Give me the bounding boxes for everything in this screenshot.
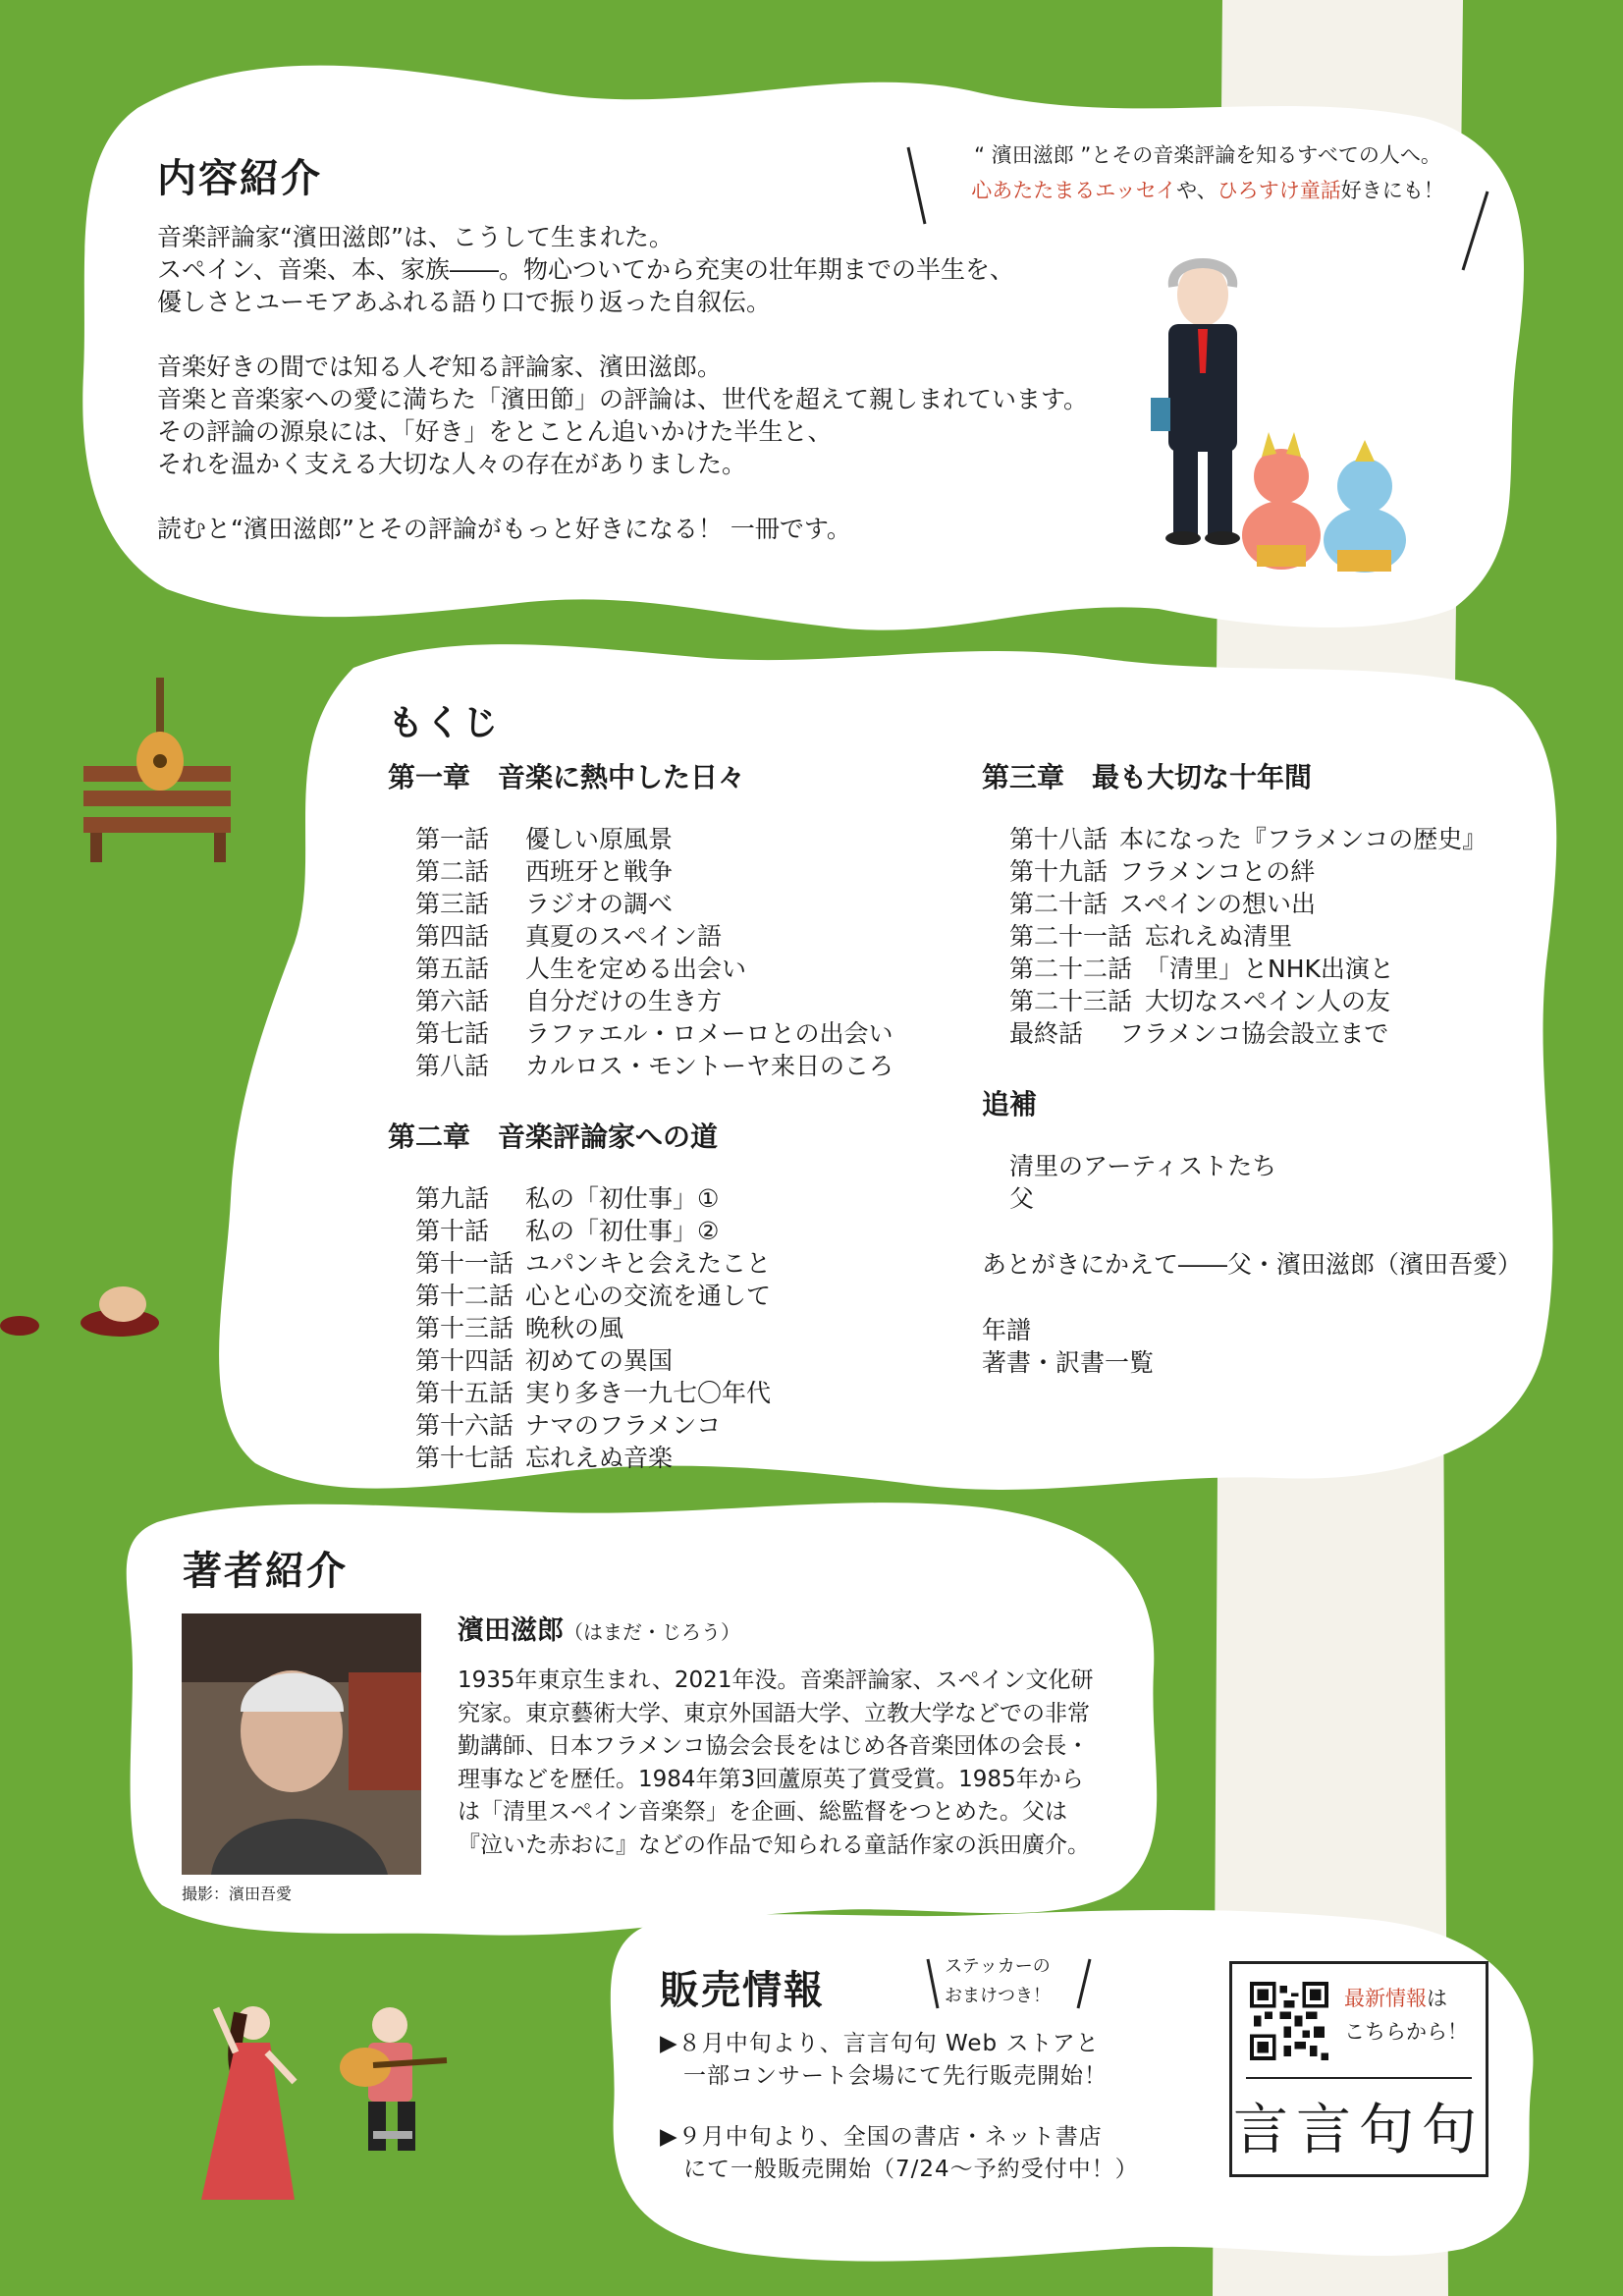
episode-title: 西班牙と戦争: [525, 857, 674, 886]
episode-number: 第十八話: [1009, 825, 1109, 853]
episode-title: 人生を定める出会い: [525, 955, 747, 983]
episode-number: 第五話: [415, 955, 490, 983]
toc-episode: [415, 1215, 893, 1247]
episode-number: 第二十二話: [1009, 955, 1133, 983]
episode-number: 第二十三話: [1009, 987, 1133, 1015]
author-name-line: [458, 1609, 1096, 1647]
episode-number: 第二十話: [1009, 890, 1109, 918]
tagline-line2: [933, 173, 1483, 208]
toc-episode: [415, 823, 893, 855]
toc-episode: [415, 1442, 893, 1474]
sales-line: ▶８月中旬より、言言句句 Web ストアと: [660, 2031, 1100, 2056]
sticker-note: [945, 1952, 1051, 2011]
episode-title: 大切なスペイン人の友: [1145, 987, 1391, 1015]
episode-title: スペインの想い出: [1119, 890, 1317, 918]
intro-line: 音楽評論家“濱田滋郎”は、こうして生まれた。: [157, 223, 674, 251]
sales-section: [660, 1959, 825, 2015]
author-section: [183, 1540, 348, 1596]
toc-episode: [415, 888, 893, 920]
episode-number: 第十七話: [415, 1444, 514, 1472]
intro-line: 読むと“濱田滋郎”とその評論がもっと好きになる！ 一冊です。: [157, 515, 851, 543]
toc-episode: [1009, 855, 1522, 888]
episode-title: 実り多き一九七〇年代: [525, 1379, 772, 1407]
episode-number: 第十一話: [415, 1249, 514, 1278]
intro-line: 優しさとユーモアあふれる語り口で振り返った自叙伝。: [157, 288, 772, 316]
tagline-line1: “ 濱田滋郎 ”とその音楽評論を知るすべての人へ。: [974, 143, 1441, 167]
episode-title: 私の「初仕事」②: [525, 1217, 720, 1245]
toc-title-wrap: [388, 695, 500, 745]
episode-number: 第七話: [415, 1019, 490, 1048]
episode-title: 忘れえぬ清里: [1145, 922, 1293, 951]
author-bio: 1935年東京生まれ、2021年没。音楽評論家、スペイン文化研究家。東京藝術大学、東京外国語大学、立教大学などでの非常勤講師、日本フラメンコ協会会長をはじめ各音楽団体の会長・理事などを歴任。1984年第3回蘆原英了賞受賞。1985年からは「清里スペイン音楽祭」を企画、総監督をつとめた。父は『泣いた赤おに』などの作品で知られる童話作家の浜田廣介。: [458, 1667, 1094, 1858]
intro-section: [157, 147, 322, 203]
episode-number: 第九話: [415, 1184, 490, 1213]
episode-title: ラファエル・ロメーロとの出会い: [525, 1019, 893, 1048]
episode-title: 真夏のスペイン語: [525, 922, 723, 951]
episode-number: 第二十一話: [1009, 922, 1133, 951]
episode-title: カルロス・モントーヤ来日のころ: [525, 1052, 894, 1080]
episode-number: 第二話: [415, 857, 490, 886]
qr-note-latest: 最新情報: [1344, 1987, 1427, 2010]
episode-number: 第十六話: [415, 1411, 514, 1440]
tagline-essay: 心あたたまるエッセイ: [971, 179, 1177, 202]
episode-title: 初めての異国: [525, 1346, 674, 1375]
toc-right-column: [982, 756, 1522, 1379]
supplement-item: 父: [1009, 1184, 1035, 1213]
episode-title: 私の「初仕事」①: [525, 1184, 720, 1213]
episode-number: 第十五話: [415, 1379, 514, 1407]
bibliography: 著書・訳書一覧: [982, 1348, 1155, 1377]
tagline-hirosuke: ひろすけ童話: [1217, 179, 1341, 202]
toc-episode: [415, 1182, 893, 1215]
sticker-line: おまけつき！: [945, 1986, 1051, 2006]
tagline: [933, 137, 1483, 208]
qr-box[interactable]: [1229, 1961, 1488, 2177]
author-reading: （はまだ・じろう）: [564, 1620, 740, 1644]
chapter-1: [388, 756, 893, 1082]
toc-episode: [415, 1247, 893, 1280]
episode-title: ユパンキと会えたこと: [525, 1249, 772, 1278]
supplement-item: 清里のアーティストたち: [1009, 1152, 1277, 1180]
toc-title: もくじ: [388, 703, 501, 743]
episode-number: 第一話: [415, 825, 490, 853]
episode-number: 第六話: [415, 987, 490, 1015]
toc-episode: [1009, 920, 1522, 953]
toc-episode: [415, 1409, 893, 1442]
episode-title: 「清里」とNHK出演と: [1145, 955, 1394, 983]
toc-episode: [1009, 985, 1522, 1017]
author-photo: [182, 1613, 421, 1875]
episode-number: 第八話: [415, 1052, 490, 1080]
chapter-3: [982, 756, 1522, 1050]
episode-number: 第十話: [415, 1217, 490, 1245]
toc-episode: [1009, 823, 1522, 855]
episode-title: 晩秋の風: [525, 1314, 624, 1342]
episode-title: 自分だけの生き方: [525, 987, 723, 1015]
chapter-title: 第三章 最も大切な十年間: [982, 761, 1313, 793]
intro-line: スペイン、音楽、本、家族――。物心ついてから充実の壮年期までの半生を、: [157, 255, 1015, 284]
sticker-line: ステッカーの: [945, 1956, 1051, 1977]
sales-line: 一部コンサート会場にて先行販売開始！: [660, 2063, 1108, 2089]
qr-note: [1344, 1982, 1468, 2049]
qr-note-wa: は: [1427, 1987, 1447, 2010]
afterword: あとがきにかえて――父・濱田滋郎（濱田吾愛）: [982, 1250, 1523, 1279]
divider: [1246, 2077, 1472, 2079]
toc-episode: [1009, 953, 1522, 985]
brand-logo: 言言句句: [1233, 2099, 1485, 2162]
qr-note-here: こちらから！: [1344, 2020, 1468, 2044]
toc-left-column: [388, 756, 893, 1507]
episode-title: ナマのフラメンコ: [525, 1411, 722, 1440]
episode-number: 第四話: [415, 922, 490, 951]
intro-title: 内容紹介: [157, 156, 322, 201]
intro-line: 音楽好きの間では知る人ぞ知る評論家、濱田滋郎。: [157, 353, 723, 381]
sales-item-general: [660, 2121, 1139, 2186]
episode-number: 第十三話: [415, 1314, 514, 1342]
supplement: [982, 1083, 1522, 1215]
sales-title: 販売情報: [660, 1968, 825, 2013]
toc-episode: [415, 1312, 893, 1344]
episode-number: 第十九話: [1009, 857, 1109, 886]
author-title: 著者紹介: [183, 1549, 348, 1594]
intro-line: 音楽と音楽家への愛に満ちた「濱田節」の評論は、世代を超えて親しまれています。: [157, 385, 1089, 413]
episode-title: 優しい原風景: [525, 825, 674, 853]
toc-episode: [415, 1377, 893, 1409]
toc-episode: [1009, 1017, 1522, 1050]
qr-code-icon[interactable]: [1250, 1982, 1328, 2060]
toc-episode: [415, 920, 893, 953]
author-name: 濱田滋郎: [458, 1615, 564, 1646]
toc-episode: [415, 1280, 893, 1312]
supplement-title: 追補: [982, 1088, 1038, 1121]
tagline-end: 好きにも！: [1340, 179, 1444, 202]
episode-title: 心と心の交流を通して: [525, 1282, 772, 1310]
episode-number: 最終話: [1009, 1019, 1084, 1048]
episode-title: ラジオの調べ: [525, 890, 674, 918]
episode-title: フラメンコとの絆: [1119, 857, 1316, 886]
sales-line: ▶９月中旬より、全国の書店・ネット書店: [660, 2124, 1103, 2150]
toc-episode: [415, 953, 893, 985]
sales-line: にて一般販売開始（7/24～予約受付中！）: [660, 2157, 1139, 2182]
episode-number: 第十二話: [415, 1282, 514, 1310]
chapter-2: [388, 1116, 893, 1474]
intro-line: それを温かく支える大切な人々の存在がありました。: [157, 450, 747, 478]
chapter-title: 第一章 音楽に熱中した日々: [388, 761, 746, 793]
toc-episode: [415, 985, 893, 1017]
tagline-connector: や、: [1176, 179, 1217, 202]
toc-episode: [415, 1050, 893, 1082]
toc-episode: [415, 855, 893, 888]
chronology: 年譜: [982, 1316, 1032, 1344]
intro-body: [157, 221, 1088, 545]
episode-title: 本になった『フラメンコの歴史』: [1119, 825, 1488, 853]
sales-item-preorder: [660, 2028, 1108, 2093]
photo-caption: 撮影：濱田吾愛: [182, 1885, 293, 1903]
episode-number: 第十四話: [415, 1346, 514, 1375]
intro-line: その評論の源泉には、「好き」をとことん追いかけた半生と、: [157, 417, 833, 446]
episode-title: フラメンコ協会設立まで: [1119, 1019, 1389, 1048]
toc-episode: [415, 1344, 893, 1377]
author-profile: [458, 1609, 1096, 1862]
toc-episode: [415, 1017, 893, 1050]
chapter-title: 第二章 音楽評論家への道: [388, 1121, 719, 1153]
toc-episode: [1009, 888, 1522, 920]
episode-title: 忘れえぬ音楽: [525, 1444, 674, 1472]
episode-number: 第三話: [415, 890, 490, 918]
